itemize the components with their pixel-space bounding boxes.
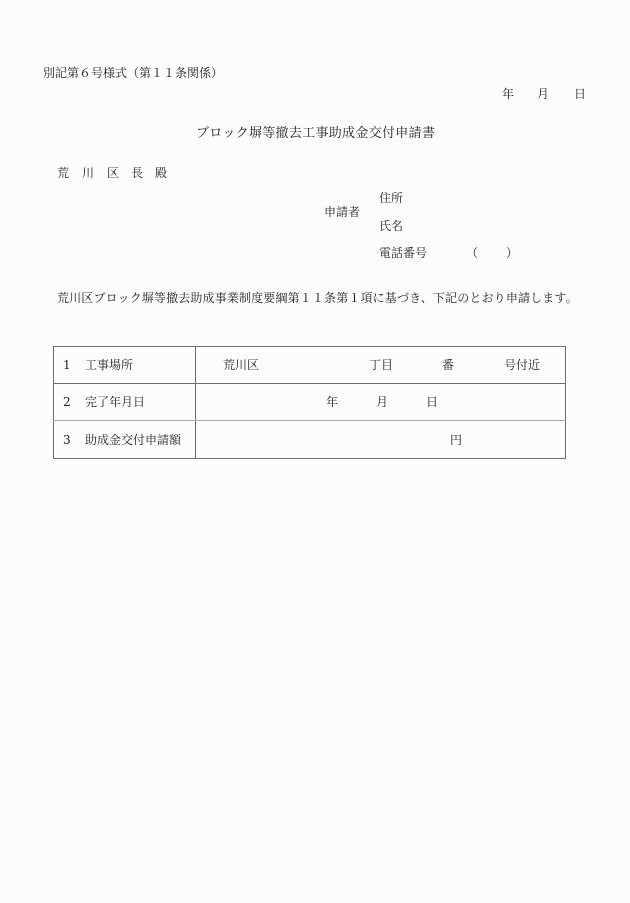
date-year-label: 年 xyxy=(502,87,515,101)
phone-open-paren: （ xyxy=(466,246,479,260)
row-label-completion-date: 完了年月日 xyxy=(85,395,146,409)
applicant-address-label: 住所 xyxy=(379,191,404,205)
document-title: ブロック塀等撤去工事助成金交付申請書 xyxy=(196,126,436,141)
addressee-char: 区 xyxy=(107,166,120,180)
construction-site-field[interactable] xyxy=(196,347,566,384)
ward-text: 荒川区 xyxy=(223,358,260,372)
application-statement: 荒川区ブロック塀等撤去助成事業制度要綱第１１条第１項に基づき、下記のとおり申請します。 xyxy=(57,291,578,305)
form-reference: 別記第６号様式（第１１条関係） xyxy=(43,66,224,80)
table-row xyxy=(54,421,566,459)
date-day-label: 日 xyxy=(574,87,587,101)
completion-month-label: 月 xyxy=(376,395,389,409)
applicant-phone-label: 電話番号 xyxy=(379,246,428,260)
go-text: 号付近 xyxy=(504,358,541,372)
completion-year-label: 年 xyxy=(326,395,339,409)
table-row xyxy=(54,384,566,421)
row-label-construction-site: 工事場所 xyxy=(85,358,134,372)
row-number: 3 xyxy=(63,432,71,447)
completion-date-field[interactable] xyxy=(196,384,566,421)
chome-text: 丁目 xyxy=(369,358,394,372)
phone-close-paren: ） xyxy=(506,246,519,260)
yen-unit-label: 円 xyxy=(450,432,463,447)
date-month-label: 月 xyxy=(537,87,550,101)
addressee-char: 川 xyxy=(82,166,95,180)
row-label-subsidy-amount: 助成金交付申請額 xyxy=(85,432,182,447)
row-number: 1 xyxy=(63,358,71,372)
completion-day-label: 日 xyxy=(426,395,439,409)
application-details-table xyxy=(53,346,566,459)
row-number: 2 xyxy=(63,395,71,409)
addressee-char: 殿 xyxy=(155,166,168,180)
ban-text: 番 xyxy=(442,358,455,372)
label-cell xyxy=(54,384,196,421)
addressee-char: 長 xyxy=(131,166,144,180)
applicant-section-label: 申請者 xyxy=(324,205,361,219)
subsidy-amount-field[interactable] xyxy=(196,421,566,459)
applicant-name-label: 氏名 xyxy=(379,219,404,233)
label-cell xyxy=(54,421,196,459)
table-row xyxy=(54,347,566,384)
label-cell xyxy=(54,347,196,384)
addressee-char: 荒 xyxy=(57,166,70,180)
